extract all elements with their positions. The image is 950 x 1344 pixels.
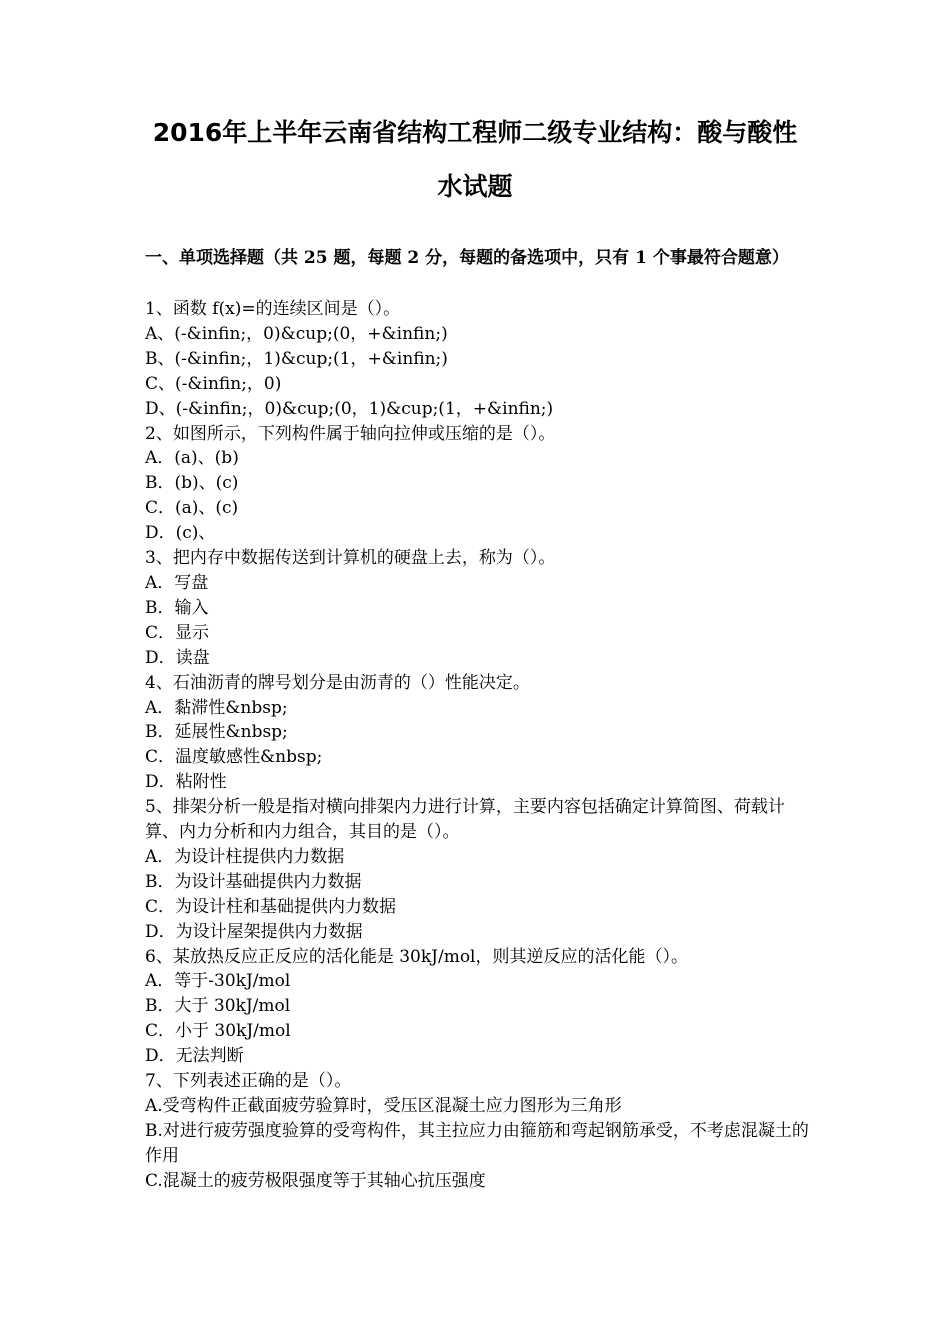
answer-option: C、(-&infin;，0)	[145, 373, 282, 394]
answer-option: A．为设计柱提供内力数据	[145, 846, 345, 867]
document-title-line-1: 2016年上半年云南省结构工程师二级专业结构：酸与酸性	[152, 118, 798, 147]
question-text: 4、石油沥青的牌号划分是由沥青的（）性能决定。	[145, 672, 530, 693]
answer-option: A．黏滞性&nbsp;	[145, 697, 288, 718]
question-text: 5、排架分析一般是指对横向排架内力进行计算，主要内容包括确定计算简图、荷载计算、内力分析和内力组合，其目的是（）。	[145, 797, 785, 843]
answer-option: B.对进行疲劳强度验算的受弯构件，其主拉应力由箍筋和弯起钢筋承受，不考虑混凝土的作用	[145, 1120, 809, 1166]
answer-option: A．等于-30kJ/mol	[145, 971, 291, 992]
question-text: 6、某放热反应正反应的活化能是 30kJ/mol，则其逆反应的活化能（）。	[145, 946, 688, 967]
question-text: 7、下列表述正确的是（）。	[145, 1071, 352, 1092]
answer-option: C.混凝土的疲劳极限强度等于其轴心抗压强度	[145, 1170, 486, 1191]
question-text: 1、函数 f(x)=的连续区间是（）。	[145, 299, 401, 319]
answer-option: C．温度敏感性&nbsp;	[145, 747, 323, 768]
answer-option: A．写盘	[145, 572, 209, 593]
answer-option: C．显示	[145, 622, 210, 643]
section-heading: 一、单项选择题（共 25 题，每题 2 分，每题的备选项中，只有 1 个事最符合题意）	[145, 248, 789, 268]
question-text: 2、如图所示，下列构件属于轴向拉伸或压缩的是（）。	[145, 423, 556, 444]
answer-option: A.受弯构件正截面疲劳验算时，受压区混凝土应力图形为三角形	[145, 1096, 622, 1116]
answer-option: D．为设计屋架提供内力数据	[145, 921, 363, 942]
question-list	[145, 297, 810, 1194]
answer-option: D．粘附性	[145, 772, 227, 793]
answer-option: B．延展性&nbsp;	[145, 722, 288, 743]
question-text: 3、把内存中数据传送到计算机的硬盘上去，称为（）。	[145, 548, 556, 569]
answer-option: C．为设计柱和基础提供内力数据	[145, 896, 397, 917]
answer-option: C．(a)、(c)	[145, 498, 239, 519]
answer-option: B．输入	[145, 597, 209, 618]
answer-option: D．无法判断	[145, 1046, 244, 1067]
answer-option: A、(-&infin;，0)&cup;(0，+&infin;)	[145, 323, 448, 344]
answer-option: B．为设计基础提供内力数据	[145, 871, 362, 892]
answer-option: B．(b)、(c)	[145, 473, 239, 494]
answer-option: D．读盘	[145, 647, 210, 668]
answer-option: B．大于 30kJ/mol	[145, 996, 291, 1017]
answer-option: D．(c)、	[145, 523, 216, 544]
answer-option: B、(-&infin;，1)&cup;(1，+&infin;)	[145, 348, 448, 369]
document-title-line-2: 水试题	[437, 172, 513, 201]
answer-option: A．(a)、(b)	[145, 448, 239, 469]
answer-option: C．小于 30kJ/mol	[145, 1021, 291, 1042]
answer-option: D、(-&infin;，0)&cup;(0，1)&cup;(1，+&infin;)	[145, 398, 554, 419]
